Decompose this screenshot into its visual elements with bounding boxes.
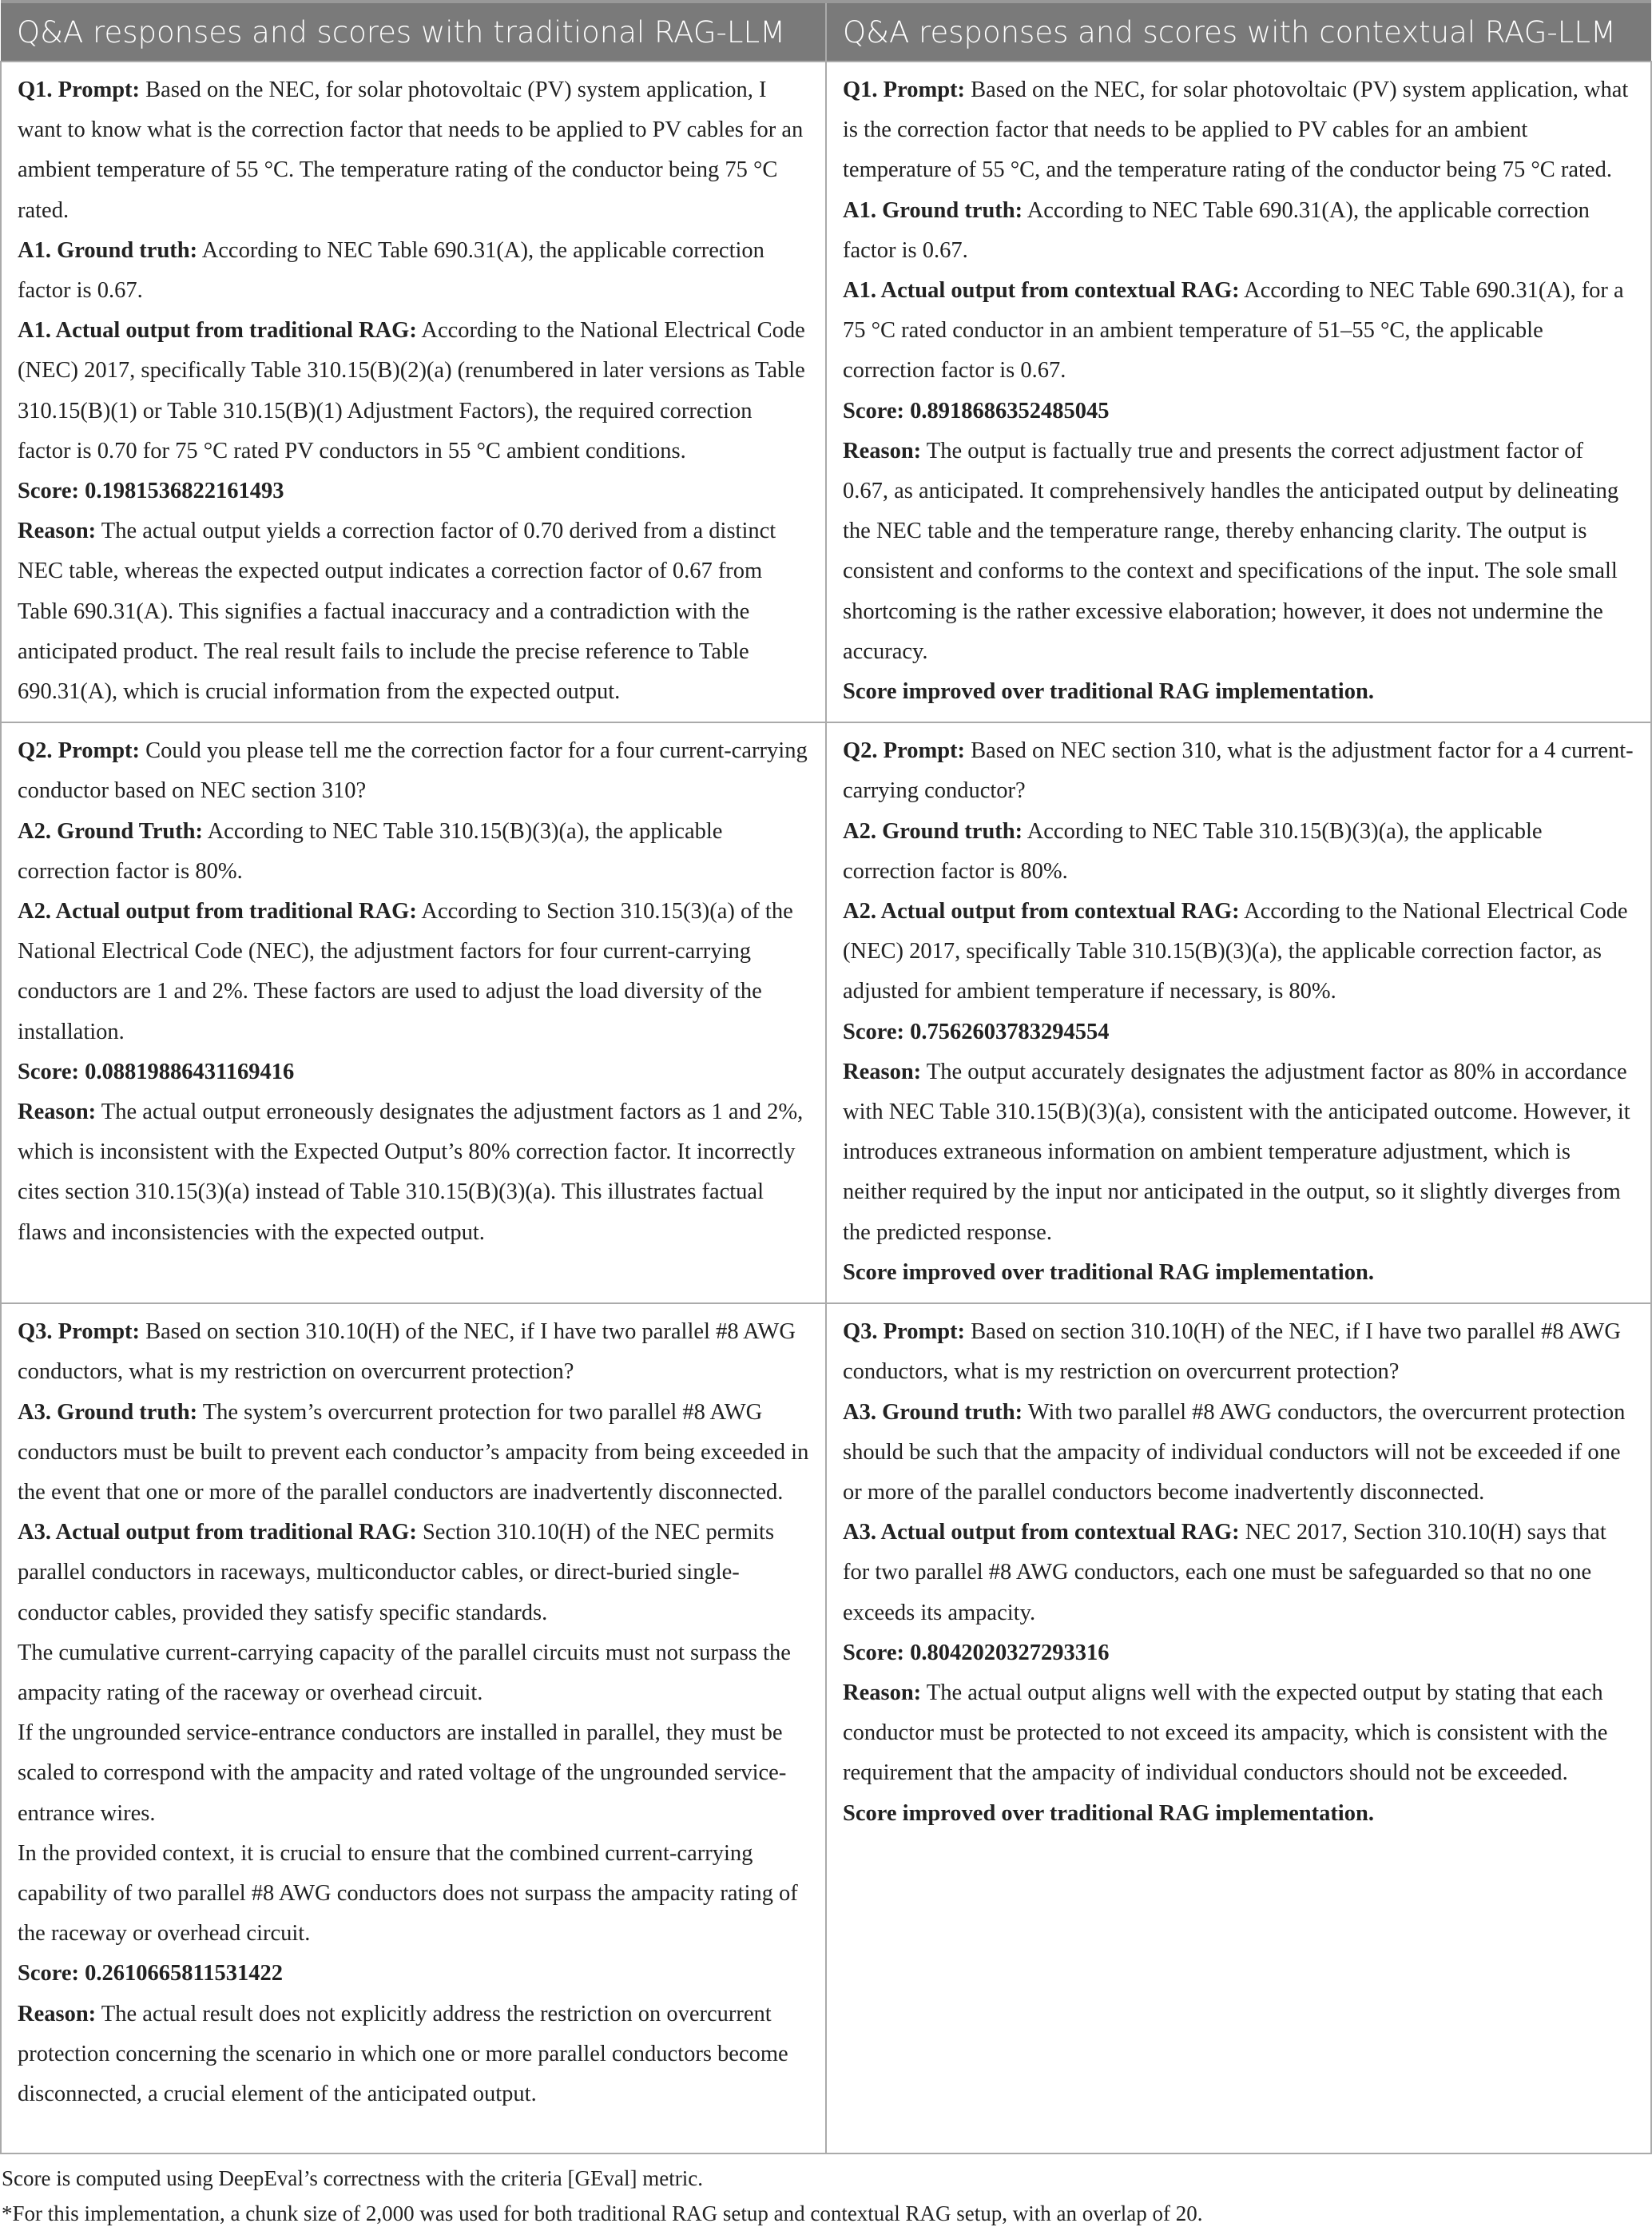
- entry-text: The actual output erroneously designates the adjustment factors as 1 and 2%, which is inconsistent with the Expected Output’s 80% correction factor. It incorrectly cites section 310.15(3)(a) instead of Table 310.15(B)(3)(a). This illustrates factual flaws and inconsistencies with the expected output.: [18, 1100, 804, 1245]
- entry-paragraph: [18, 1393, 809, 1513]
- entry-text: The actual result does not explicitly address the restriction on overcurrent protection concerning the scenario in which one or more parallel conductors become disconnected, a crucial element of the anticipated output.: [18, 2001, 788, 2106]
- entry-paragraph: [843, 672, 1634, 712]
- entry-label: Score: 0.7562603783294554: [843, 1019, 1110, 1044]
- entry-paragraph: [18, 1633, 809, 1713]
- header-contextual: Q&A responses and scores with contextual RAG-LLM: [826, 2, 1651, 62]
- entry-text: Could you please tell me the correction factor for a four current-carrying conductor based on NEC section 310?: [18, 738, 808, 804]
- entry-label: Q1. Prompt:: [18, 78, 141, 102]
- entry-paragraph: [843, 1633, 1634, 1673]
- entry-text: According to NEC Table 310.15(B)(3)(a), the applicable correction factor is 80%.: [843, 818, 1543, 884]
- entry-paragraph: [18, 1954, 809, 1994]
- entry-label: Q1. Prompt:: [843, 78, 966, 102]
- entry-paragraph: [843, 70, 1634, 191]
- entry-paragraph: [843, 1513, 1634, 1633]
- entry-label: Score improved over traditional RAG implementation.: [843, 1259, 1374, 1285]
- entry-text: According to NEC Table 690.31(A), the applicable correction factor is 0.67.: [18, 237, 764, 304]
- footnote-chunk: *For this implementation, a chunk size of 2,000 was used for both traditional RAG setup and contextual RAG setup, with an overlap of 20.: [2, 2201, 1203, 2226]
- entry-label: A1. Ground truth:: [843, 197, 1023, 223]
- entry-label: A1. Actual output from traditional RAG:: [18, 318, 417, 344]
- entry-paragraph: [843, 1052, 1634, 1253]
- entry-paragraph: [18, 892, 809, 1052]
- entry-label: A2. Ground truth:: [843, 818, 1023, 844]
- traditional-cell: [1, 62, 826, 722]
- entry-paragraph: [18, 70, 809, 231]
- entry-paragraph: [843, 1673, 1634, 1794]
- header-row: [1, 2, 1651, 62]
- entry-paragraph: [18, 1052, 809, 1092]
- entry-paragraph: [843, 892, 1634, 1012]
- entry-label: Reason:: [18, 2001, 97, 2026]
- entry-text: According to NEC Table 690.31(A), for a 75 °C rated conductor in an ambient temperature of 51–55 °C, the applicable correction factor is 0.67.: [843, 278, 1624, 384]
- entry-paragraph: [843, 731, 1634, 811]
- entry-label: Score: 0.8042020327293316: [843, 1640, 1110, 1665]
- entry-paragraph: [18, 511, 809, 712]
- entry-text: Section 310.10(H) of the NEC permits parallel conductors in raceways, multiconductor cables, or direct-buried single-conductor cables, provided they satisfy specific standards.: [18, 1520, 775, 1625]
- entry-label: Reason:: [843, 438, 922, 463]
- contextual-cell: [826, 722, 1651, 1303]
- entry-paragraph: [843, 271, 1634, 392]
- entry-paragraph: [843, 392, 1634, 431]
- entry-label: Score improved over traditional RAG implementation.: [843, 1800, 1374, 1826]
- entry-label: Reason:: [843, 1680, 922, 1705]
- entry-label: Q3. Prompt:: [18, 1319, 141, 1345]
- entry-label: A3. Ground truth:: [18, 1399, 198, 1425]
- footnotes: [0, 2154, 1652, 2231]
- entry-paragraph: [843, 191, 1634, 271]
- entry-paragraph: [18, 471, 809, 511]
- entry-paragraph: [18, 1513, 809, 1633]
- entry-text: The system’s overcurrent protection for two parallel #8 AWG conductors must be built to prevent each conductor’s ampacity from being exceeded in the event that one or more of the parallel conductors are inadvertently disconnected.: [18, 1399, 809, 1505]
- entry-text: The output accurately designates the adjustment factor as 80% in accordance with NEC Table 310.15(B)(3)(a), consistent with the anticipated outcome. However, it introduces extraneous information on ambient temperature adjustment, which is neither required by the input nor anticipated in the output, so it slightly diverges from the predicted response.: [843, 1059, 1630, 1245]
- entry-text: In the provided context, it is crucial to ensure that the combined current-carrying capability of two parallel #8 AWG conductors does not surpass the ampacity rating of the raceway or overhead circuit.: [18, 1840, 798, 1947]
- table-row: [1, 722, 1651, 1303]
- entry-text: With two parallel #8 AWG conductors, the overcurrent protection should be such that the ampacity of individual conductors will not be exceeded if one or more of the parallel conductors become inadvertently disconnected.: [843, 1399, 1626, 1505]
- entry-label: Q2. Prompt:: [843, 738, 966, 764]
- entry-label: A3. Actual output from contextual RAG:: [843, 1520, 1240, 1545]
- entry-paragraph: [18, 731, 809, 811]
- entry-text: According to Section 310.15(3)(a) of the National Electrical Code (NEC), the adjustment factors for four current-carrying conductors are 1 and 2%. These factors are used to adjust the load diversity of the installation.: [18, 899, 793, 1044]
- entry-label: Reason:: [18, 519, 97, 544]
- contextual-cell: [826, 62, 1651, 722]
- entry-text: The actual output aligns well with the expected output by stating that each conductor must be protected to not exceed its ampacity, which is consistent with the requirement that the ampacity of individual conductors should not be exceeded.: [843, 1680, 1608, 1786]
- entry-text: The cumulative current-carrying capacity of the parallel circuits must not surpass the ampacity rating of the raceway or overhead circuit.: [18, 1640, 791, 1705]
- entry-label: Q2. Prompt:: [18, 738, 141, 764]
- entry-label: Reason:: [18, 1100, 97, 1125]
- entry-paragraph: [18, 1994, 809, 2115]
- entry-paragraph: [18, 1713, 809, 1834]
- entry-label: Score improved over traditional RAG implementation.: [843, 679, 1374, 705]
- entry-text: Based on NEC section 310, what is the adjustment factor for a 4 current-carrying conductor?: [843, 738, 1634, 804]
- entry-paragraph: [18, 1092, 809, 1253]
- entry-text: The output is factually true and presents the correct adjustment factor of 0.67, as anticipated. It comprehensively handles the anticipated output by delineating the NEC table and the temperature range, thereby enhancing clarity. The output is consistent and conforms to the context and specifications of the input. The sole small shortcoming is the rather excessive elaboration; however, it does not undermine the accuracy.: [843, 438, 1619, 664]
- entry-paragraph: [18, 311, 809, 471]
- entry-paragraph: [843, 1312, 1634, 1392]
- contextual-cell: [826, 1303, 1651, 2153]
- entry-text: The actual output yields a correction factor of 0.70 derived from a distinct NEC table, whereas the expected output indicates a correction factor of 0.67 from Table 690.31(A). This signifies a factual inaccuracy and a contradiction with the anticipated product. The real result fails to include the precise reference to Table 690.31(A), which is crucial information from the expected output.: [18, 519, 776, 705]
- entry-paragraph: [18, 1312, 809, 1392]
- entry-paragraph: [843, 1393, 1634, 1513]
- entry-text: If the ungrounded service-entrance conductors are installed in parallel, they must be scaled to correspond with the ampacity and rated voltage of the ungrounded service-entrance wires.: [18, 1720, 787, 1826]
- table-row: [1, 62, 1651, 722]
- traditional-cell: [1, 722, 826, 1303]
- entry-paragraph: [843, 1012, 1634, 1052]
- entry-label: Q3. Prompt:: [843, 1319, 966, 1345]
- entry-label: Reason:: [843, 1059, 922, 1084]
- footnote-score: Score is computed using DeepEval’s correctness with the criteria [GEval] metric.: [2, 2166, 703, 2191]
- entry-label: A3. Actual output from traditional RAG:: [18, 1520, 417, 1545]
- entry-text: NEC 2017, Section 310.10(H) says that for two parallel #8 AWG conductors, each one must be safeguarded so that no one exceeds its ampacity.: [843, 1520, 1606, 1625]
- entry-text: Based on section 310.10(H) of the NEC, if I have two parallel #8 AWG conductors, what is my restriction on overcurrent protection?: [18, 1319, 796, 1385]
- entry-label: Score: 0.1981536822161493: [18, 479, 284, 504]
- entry-text: Based on the NEC, for solar photovoltaic (PV) system application, I want to know what is the correction factor that needs to be applied to PV cables for an ambient temperature of 55 °C. The temperature rating of the conductor being 75 °C rated.: [18, 78, 804, 223]
- entry-paragraph: [843, 812, 1634, 892]
- entry-text: According to the National Electrical Code (NEC) 2017, specifically Table 310.15(B)(3)(a), the applicable correction factor, as adjusted for ambient temperature if necessary, is 80%.: [843, 899, 1628, 1004]
- entry-paragraph: [18, 231, 809, 311]
- entry-label: A2. Actual output from contextual RAG:: [843, 899, 1240, 925]
- entry-paragraph: [18, 1834, 809, 1955]
- entry-text: Based on section 310.10(H) of the NEC, if I have two parallel #8 AWG conductors, what is my restriction on overcurrent protection?: [843, 1319, 1621, 1385]
- entry-text: According to NEC Table 310.15(B)(3)(a), the applicable correction factor is 80%.: [18, 818, 723, 884]
- entry-text: According to NEC Table 690.31(A), the applicable correction factor is 0.67.: [843, 197, 1590, 263]
- table-row: [1, 1303, 1651, 2153]
- entry-paragraph: [843, 1253, 1634, 1293]
- entry-paragraph: [843, 1794, 1634, 1834]
- header-traditional: Q&A responses and scores with traditional RAG-LLM: [1, 2, 826, 62]
- entry-label: A2. Ground Truth:: [18, 818, 204, 844]
- entry-label: Score: 0.8918686352485045: [843, 398, 1110, 424]
- entry-label: A1. Actual output from contextual RAG:: [843, 278, 1240, 304]
- entry-label: A3. Ground truth:: [843, 1399, 1023, 1425]
- entry-label: Score: 0.2610665811531422: [18, 1961, 283, 1986]
- traditional-cell: [1, 1303, 826, 2153]
- entry-text: Based on the NEC, for solar photovoltaic (PV) system application, what is the correction factor that needs to be applied to PV cables for an ambient temperature of 55 °C, and the temperature rating of the conductor being 75 °C rated.: [843, 78, 1629, 183]
- entry-label: Score: 0.08819886431169416: [18, 1059, 295, 1084]
- entry-text: According to the National Electrical Code (NEC) 2017, specifically Table 310.15(B)(2)(a) (renumbered in later versions as Table 310.15(B)(1) or Table 310.15(B)(1) Adjustment Factors), the required correction factor is 0.70 for 75 °C rated PV conductors in 55 °C ambient conditions.: [18, 318, 805, 463]
- entry-paragraph: [843, 431, 1634, 672]
- entry-label: A2. Actual output from traditional RAG:: [18, 899, 417, 925]
- entry-label: A1. Ground truth:: [18, 237, 198, 263]
- entry-paragraph: [18, 812, 809, 892]
